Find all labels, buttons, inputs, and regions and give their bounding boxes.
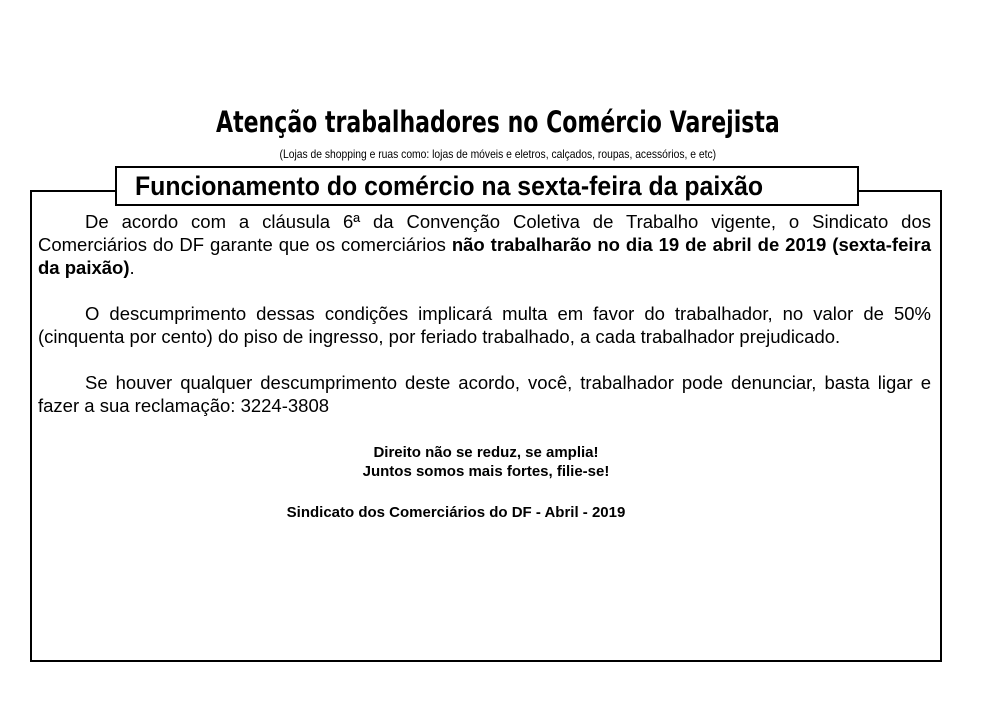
paragraph-guarantee-text: De acordo com a cláusula 6ª da Convenção Coletiva de Trabalho vigente, o Sindicato dos Comerciários do DF garante que os comerciários — [38, 211, 931, 255]
notice-body — [38, 210, 931, 417]
subline-text: (Lojas de shopping e ruas como: lojas de móveis e eletros, calçados, roupas, acessórios, e etc) — [279, 147, 716, 161]
paragraph-guarantee — [38, 210, 931, 279]
paragraph-penalty: O descumprimento dessas condições implicará multa em favor do trabalhador, no valor de 50% (cinquenta por cento) do piso de ingresso, por feriado trabalhado, a cada trabalhador prejudicado. — [38, 303, 931, 347]
page-headline — [0, 104, 981, 140]
signature: Sindicato dos Comerciários do DF - Abril - 2019 — [286, 504, 626, 521]
headline-text: Atenção trabalhadores no Comércio Varejista — [215, 105, 780, 139]
store-types-note — [0, 146, 981, 162]
paragraph-complaint: Se houver qualquer descumprimento deste acordo, você, trabalhador pode denunciar, basta ligar e fazer a sua reclamação: 3224-3808 — [38, 372, 931, 416]
slogans — [30, 443, 942, 481]
slogan-rights: Direito não se reduz, se amplia! — [373, 444, 599, 461]
notice-title: Funcionamento do comércio na sexta-feira da paixão — [135, 171, 764, 201]
paragraph-guarantee-emphasis: não trabalharão no dia 19 de abril de 2019 (sexta-feira da paixão) — [38, 234, 931, 278]
notice-title-box — [115, 166, 859, 206]
slogan-union: Juntos somos mais fortes, filie-se! — [362, 463, 610, 480]
paragraph-guarantee-end: . — [129, 257, 135, 278]
